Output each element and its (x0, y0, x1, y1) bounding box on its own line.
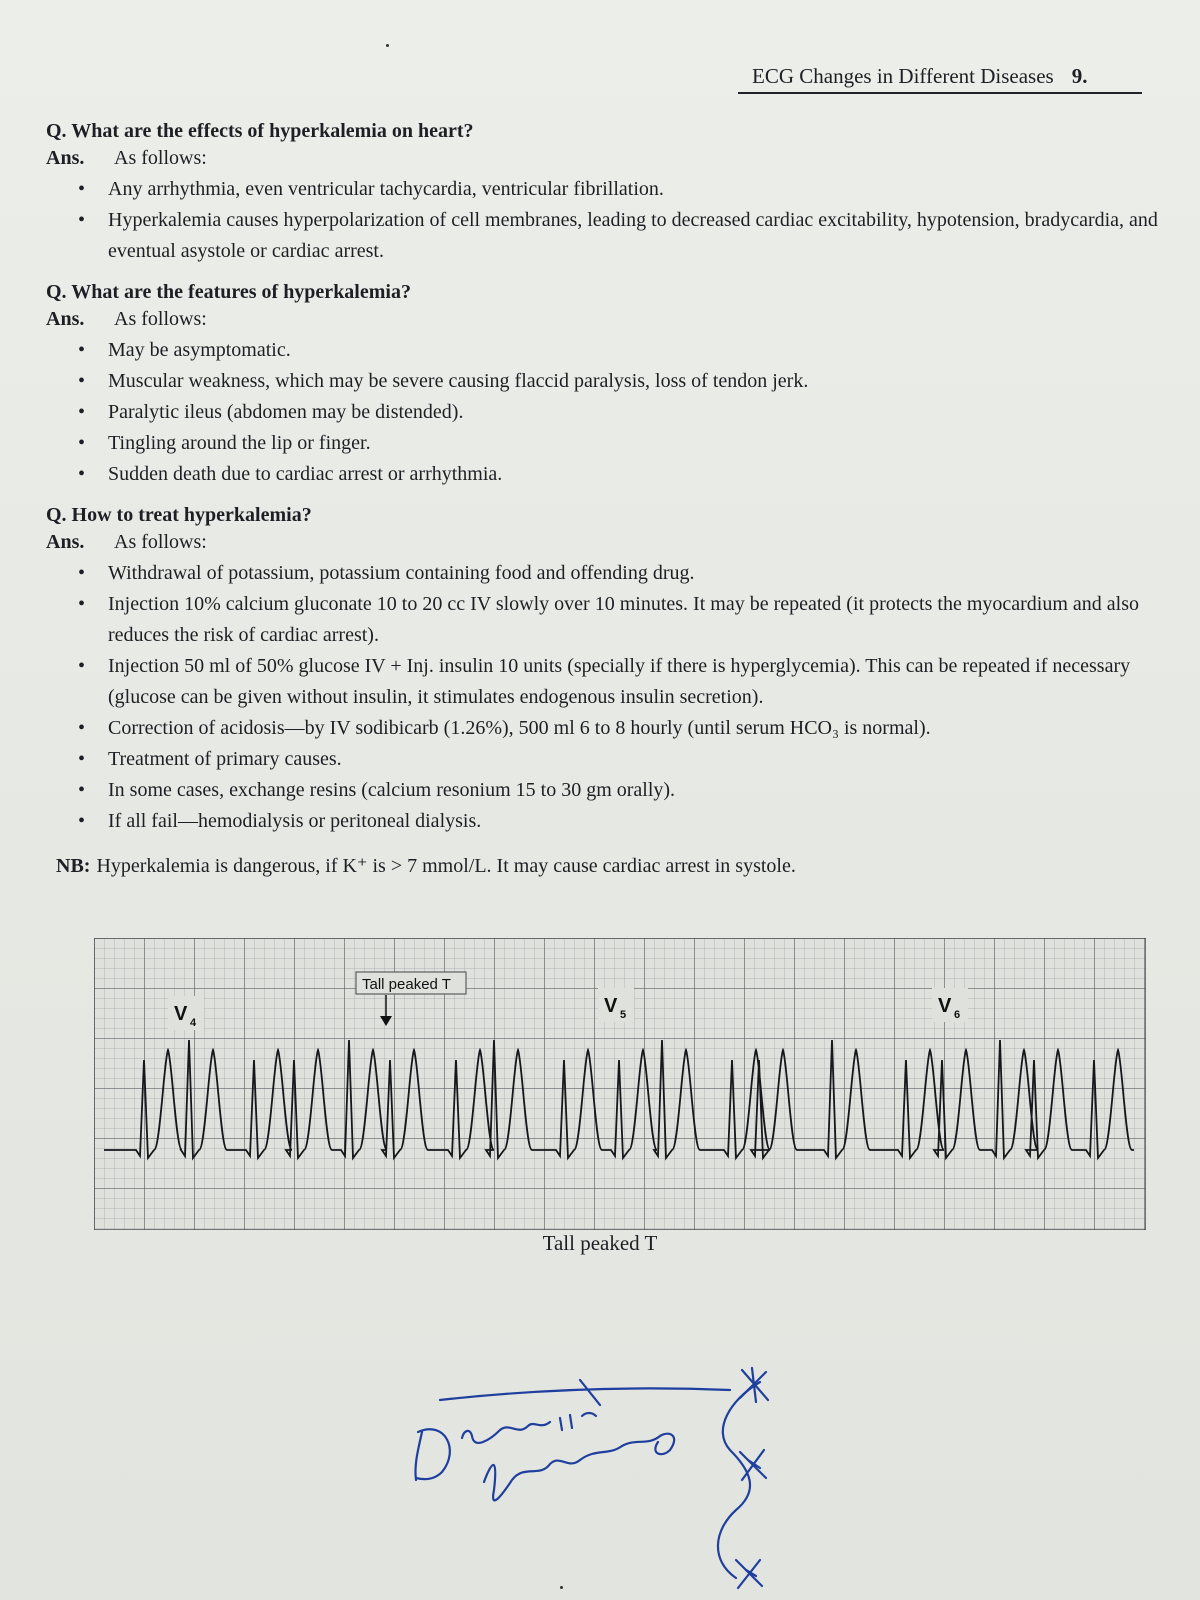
answer-line (46, 305, 1166, 333)
question-heading: Q. What are the features of hyperkalemia? (46, 281, 411, 303)
paper-speck (560, 1586, 563, 1589)
note-text: Hyperkalemia is dangerous, if K⁺ is > 7 mmol/L. It may cause cardiac arrest in systole. (96, 855, 796, 877)
running-head-title: ECG Changes in Different Diseases (752, 64, 1054, 88)
section-treatment (46, 502, 1166, 837)
section-effects (46, 118, 1166, 267)
list-item: • Injection 10% calcium gluconate 10 to 20 cc IV slowly over 10 minutes. It may be repeated (it protects the myocardium and also reduces the risk of cardiac arrest). (108, 589, 1166, 651)
bullet-list (46, 174, 1166, 267)
list-item: • In some cases, exchange resins (calcium resonium 15 to 30 gm orally). (108, 775, 1166, 806)
lead-name: V (604, 995, 618, 1017)
running-head (752, 64, 1087, 89)
answer-line (46, 528, 1166, 556)
answer-intro: As follows: (114, 531, 207, 553)
figure-caption: Tall peaked T (542, 1231, 658, 1255)
list-item: • If all fail—hemodialysis or peritoneal dialysis. (108, 806, 1166, 837)
list-item: • May be asymptomatic. (108, 335, 1166, 366)
list-item: • Muscular weakness, which may be severe causing flaccid paralysis, loss of tendon jerk. (108, 366, 1166, 397)
section-features (46, 279, 1166, 490)
annotation-label: Tall peaked T (362, 976, 451, 993)
list-item: • Correction of acidosis—by IV sodibicarb (1.26%), 500 ml 6 to 8 hourly (until serum HCO₃ is normal). (108, 713, 1166, 744)
lead-label-v5 (598, 988, 634, 1022)
question-heading: Q. How to treat hyperkalemia? (46, 504, 312, 526)
answer-line (46, 144, 1166, 172)
note (56, 853, 1166, 878)
list-item: • Sudden death due to cardiac arrest or arrhythmia. (108, 459, 1166, 490)
list-item: • Withdrawal of potassium, potassium containing food and offending drug. (108, 558, 1166, 589)
lead-label-v6 (932, 988, 968, 1022)
list-item: • Injection 50 ml of 50% glucose IV + Inj. insulin 10 units (specially if there is hyperglycemia). This can be repeated if necessary (glucose can be given without insulin, it stimulates endogenous insulin secretion). (108, 651, 1166, 713)
answer-intro: As follows: (114, 308, 207, 330)
list-item: • Hyperkalemia causes hyperpolarization of cell membranes, leading to decreased cardiac excitability, hypotension, bradycardia, and eventual asystole or cardiac arrest. (108, 205, 1166, 267)
bullet-list (46, 335, 1166, 490)
lead-subscript: 4 (190, 1017, 197, 1029)
question-heading: Q. What are the effects of hyperkalemia on heart? (46, 120, 474, 142)
lead-name: V (938, 995, 952, 1017)
handwritten-signature (400, 1360, 820, 1600)
list-item: • Any arrhythmia, even ventricular tachycardia, ventricular fibrillation. (108, 174, 1166, 205)
lead-subscript: 5 (620, 1009, 627, 1021)
lead-label-v4 (168, 996, 204, 1030)
note-label: NB: (56, 855, 91, 877)
paper-speck (386, 44, 389, 47)
answer-intro: As follows: (114, 147, 207, 169)
answer-label: Ans. (46, 147, 85, 169)
bullet-list (46, 558, 1166, 837)
main-content (46, 118, 1166, 878)
lead-name: V (174, 1003, 188, 1025)
answer-label: Ans. (46, 531, 85, 553)
lead-subscript: 6 (954, 1009, 961, 1021)
page-number: 9. (1071, 64, 1088, 88)
list-item: • Treatment of primary causes. (108, 744, 1166, 775)
ecg-strip (94, 938, 1146, 1230)
answer-label: Ans. (46, 308, 85, 330)
running-head-rule (738, 92, 1142, 94)
annotation-box (356, 972, 466, 994)
list-item: • Tingling around the lip or finger. (108, 428, 1166, 459)
list-item: • Paralytic ileus (abdomen may be distended). (108, 397, 1166, 428)
